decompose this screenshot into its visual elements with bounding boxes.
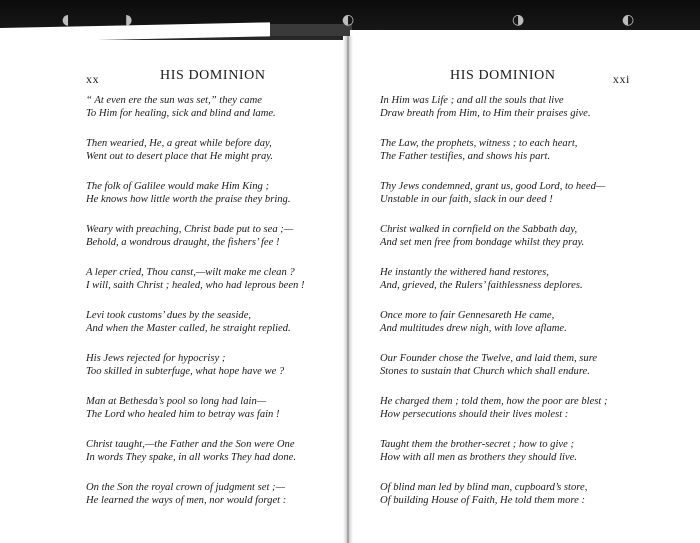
verse-line: Taught them the brother-secret ; how to give ; (380, 439, 574, 450)
page-shadow (268, 24, 352, 36)
stanza (86, 438, 336, 464)
verse-line: Christ walked in cornfield on the Sabbath day, (380, 224, 578, 235)
stanza (86, 223, 336, 249)
verse-line: He instantly the withered hand restores, (380, 267, 549, 278)
page-header (380, 68, 630, 88)
verse-line: Draw breath from Him, to Him their praises give. (380, 108, 591, 119)
verse-line: “ At even ere the sun was set,” they came (86, 95, 262, 106)
verse-line: How with all men as brothers they should live. (380, 452, 578, 463)
verse-line: Went out to desert place that He might pray. (86, 151, 274, 162)
verse-line: Thy Jews condemned, grant us, good Lord, to heed— (380, 181, 606, 192)
verse-line: Christ taught,—the Father and the Son were One (86, 439, 295, 450)
verse-line: Unstable in our faith, slack in our deed ! (380, 194, 553, 205)
right-page-top-edge (350, 30, 700, 44)
left-page (86, 68, 336, 524)
running-head: HIS DOMINION (160, 68, 266, 83)
stanza (380, 309, 620, 335)
stanza (86, 352, 336, 378)
stanza (86, 137, 336, 163)
verse-line: He learned the ways of men, nor would forget : (86, 495, 287, 506)
verse-line: To Him for healing, sick and blind and lame. (86, 108, 276, 119)
verse-line: How persecutions should their lives molest : (380, 409, 569, 420)
verse-line: He knows how little worth the praise they bring. (86, 194, 291, 205)
clip-mark: ◐ (622, 12, 635, 28)
page-header (86, 68, 336, 88)
clip-mark: ◑ (512, 12, 525, 28)
stanza (86, 481, 336, 507)
stanza (380, 137, 620, 163)
verse-line: The folk of Galilee would make Him King ; (86, 181, 270, 192)
verse-line: And set men free from bondage whilst they pray. (380, 237, 585, 248)
verse-line: Weary with preaching, Christ bade put to sea ;— (86, 224, 294, 235)
running-head: HIS DOMINION (450, 68, 556, 83)
stanza (380, 481, 620, 507)
verse-line: And multitudes drew nigh, with love aflame. (380, 323, 567, 334)
page-number: xx (86, 72, 100, 86)
verse-line: Levi took customs’ dues by the seaside, (86, 310, 252, 321)
verse-line: His Jews rejected for hypocrisy ; (86, 353, 226, 364)
poem-body (380, 94, 620, 507)
verse-line: Once more to fair Gennesareth He came, (380, 310, 555, 321)
verse-line: Too skilled in subterfuge, what hope have we ? (86, 366, 285, 377)
poem-body (86, 94, 336, 507)
verse-line: Man at Bethesda’s pool so long had lain— (86, 396, 267, 407)
verse-line: And when the Master called, he straight replied. (86, 323, 291, 334)
verse-line: Then wearied, He, a great while before day, (86, 138, 272, 149)
verse-line: Of blind man led by blind man, cupboard’s store, (380, 482, 588, 493)
verse-line: In words They spake, in all works They had done. (86, 452, 296, 463)
book-gutter (343, 36, 353, 543)
stanza (380, 438, 620, 464)
verse-line: Stones to sustain that Church which shall endure. (380, 366, 590, 377)
verse-line: In Him was Life ; and all the souls that live (380, 95, 564, 106)
stanza (86, 180, 336, 206)
stanza (380, 352, 620, 378)
stanza (86, 309, 336, 335)
verse-line: And, grieved, the Rulers’ faithlessness deplores. (380, 280, 583, 291)
verse-line: He charged them ; told them, how the poor are blest ; (380, 396, 608, 407)
stanza (380, 223, 620, 249)
verse-line: I will, saith Christ ; healed, who had leprous been ! (86, 280, 305, 291)
clip-mark: ◖ (62, 12, 70, 28)
stanza (380, 395, 620, 421)
stanza (380, 180, 620, 206)
stanza (380, 266, 620, 292)
right-page (380, 68, 630, 524)
stanza (86, 395, 336, 421)
verse-line: On the Son the royal crown of judgment set ;— (86, 482, 285, 493)
clip-mark: ◐ (342, 12, 355, 28)
verse-line: Our Founder chose the Twelve, and laid them, sure (380, 353, 598, 364)
verse-line: The Lord who healed him to betray was fain ! (86, 409, 280, 420)
clip-mark: ◗ (125, 12, 133, 28)
stanza (380, 94, 620, 120)
verse-line: Behold, a wondrous draught, the fishers’ fee ! (86, 237, 280, 248)
verse-line: The Father testifies, and shows his part. (380, 151, 551, 162)
stanza (86, 266, 336, 292)
verse-line: The Law, the prophets, witness ; to each heart, (380, 138, 578, 149)
page-number: xxi (612, 72, 630, 86)
verse-line: A leper cried, Thou canst,—wilt make me clean ? (86, 267, 295, 278)
verse-line: Of building House of Faith, He told them more : (380, 495, 585, 506)
stanza (86, 94, 336, 120)
